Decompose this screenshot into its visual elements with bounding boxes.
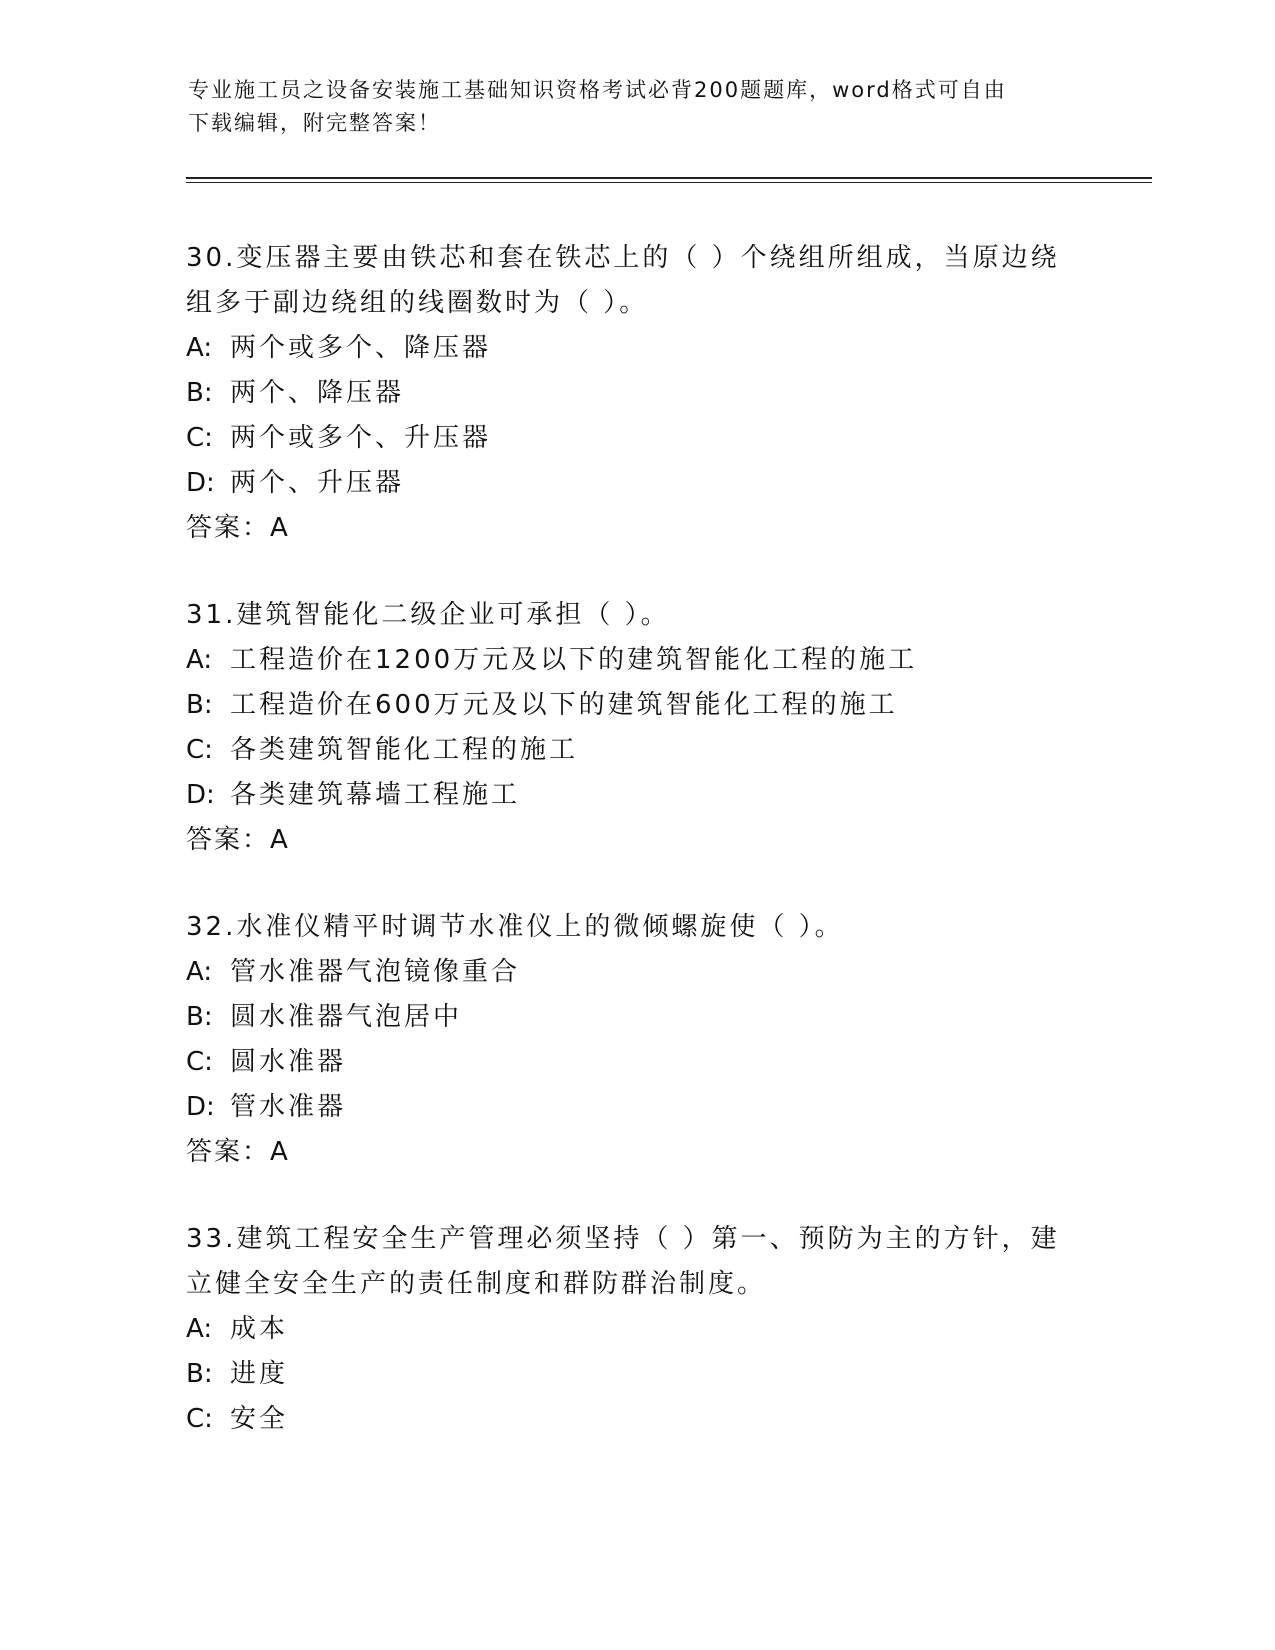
option-c bbox=[186, 728, 1066, 773]
option-d bbox=[186, 1085, 1066, 1130]
option-letter: A: bbox=[186, 333, 213, 363]
question-list bbox=[186, 236, 1066, 1484]
option-letter: B: bbox=[186, 1002, 213, 1032]
option-letter: B: bbox=[186, 378, 213, 408]
option-text: 进度 bbox=[230, 1359, 289, 1389]
answer-line: 答案：A bbox=[186, 513, 290, 543]
option-c bbox=[186, 1397, 1066, 1442]
option-a bbox=[186, 638, 1066, 683]
question-31 bbox=[186, 593, 1066, 863]
header-divider bbox=[186, 177, 1152, 183]
option-letter: D: bbox=[186, 1092, 215, 1122]
question-stem: 33.建筑工程安全生产管理必须坚持（ ）第一、预防为主的方针，建立健全安全生产的责任制度和群防群治制度。 bbox=[186, 1224, 1060, 1299]
option-letter: A: bbox=[186, 645, 213, 675]
question-stem: 31.建筑智能化二级企业可承担（ ）。 bbox=[186, 600, 670, 630]
option-text: 圆水准器 bbox=[230, 1047, 347, 1077]
option-a bbox=[186, 326, 1066, 371]
question-stem: 32.水准仪精平时调节水准仪上的微倾螺旋使（ ）。 bbox=[186, 912, 844, 942]
option-text: 管水准器 bbox=[230, 1092, 347, 1122]
option-text: 圆水准器气泡居中 bbox=[230, 1002, 463, 1032]
option-text: 两个、降压器 bbox=[230, 378, 405, 408]
option-b bbox=[186, 995, 1066, 1040]
option-b bbox=[186, 371, 1066, 416]
option-a bbox=[186, 1307, 1066, 1352]
header-line-2: 下载编辑，附完整答案！ bbox=[188, 111, 441, 135]
question-stem: 30.变压器主要由铁芯和套在铁芯上的（ ）个绕组所组成，当原边绕组多于副边绕组的线圈数时为（ ）。 bbox=[186, 243, 1060, 318]
option-letter: D: bbox=[186, 468, 215, 498]
option-text: 成本 bbox=[230, 1314, 289, 1344]
option-letter: C: bbox=[186, 735, 213, 765]
header-line-1: 专业施工员之设备安装施工基础知识资格考试必背200题题库，word格式可自由 bbox=[188, 78, 1007, 102]
option-letter: C: bbox=[186, 1047, 213, 1077]
answer-line: 答案：A bbox=[186, 825, 290, 855]
option-d bbox=[186, 773, 1066, 818]
option-text: 两个或多个、降压器 bbox=[230, 333, 492, 363]
option-text: 管水准器气泡镜像重合 bbox=[230, 957, 521, 987]
option-text: 各类建筑智能化工程的施工 bbox=[230, 735, 579, 765]
answer-line: 答案：A bbox=[186, 1137, 290, 1167]
option-c bbox=[186, 416, 1066, 461]
option-text: 安全 bbox=[230, 1404, 289, 1434]
option-letter: B: bbox=[186, 1359, 213, 1389]
option-a bbox=[186, 950, 1066, 995]
question-33 bbox=[186, 1217, 1066, 1442]
question-30 bbox=[186, 236, 1066, 551]
option-b bbox=[186, 683, 1066, 728]
option-letter: C: bbox=[186, 1404, 213, 1434]
option-letter: A: bbox=[186, 957, 213, 987]
option-letter: C: bbox=[186, 423, 213, 453]
option-b bbox=[186, 1352, 1066, 1397]
option-text: 工程造价在600万元及以下的建筑智能化工程的施工 bbox=[230, 690, 898, 720]
option-letter: A: bbox=[186, 1314, 213, 1344]
option-text: 工程造价在1200万元及以下的建筑智能化工程的施工 bbox=[230, 645, 918, 675]
option-c bbox=[186, 1040, 1066, 1085]
option-text: 各类建筑幕墙工程施工 bbox=[230, 780, 521, 810]
option-text: 两个或多个、升压器 bbox=[230, 423, 492, 453]
question-32 bbox=[186, 905, 1066, 1175]
option-d bbox=[186, 461, 1066, 506]
option-letter: B: bbox=[186, 690, 213, 720]
option-text: 两个、升压器 bbox=[230, 468, 405, 498]
option-letter: D: bbox=[186, 780, 215, 810]
document-header bbox=[188, 74, 1078, 140]
